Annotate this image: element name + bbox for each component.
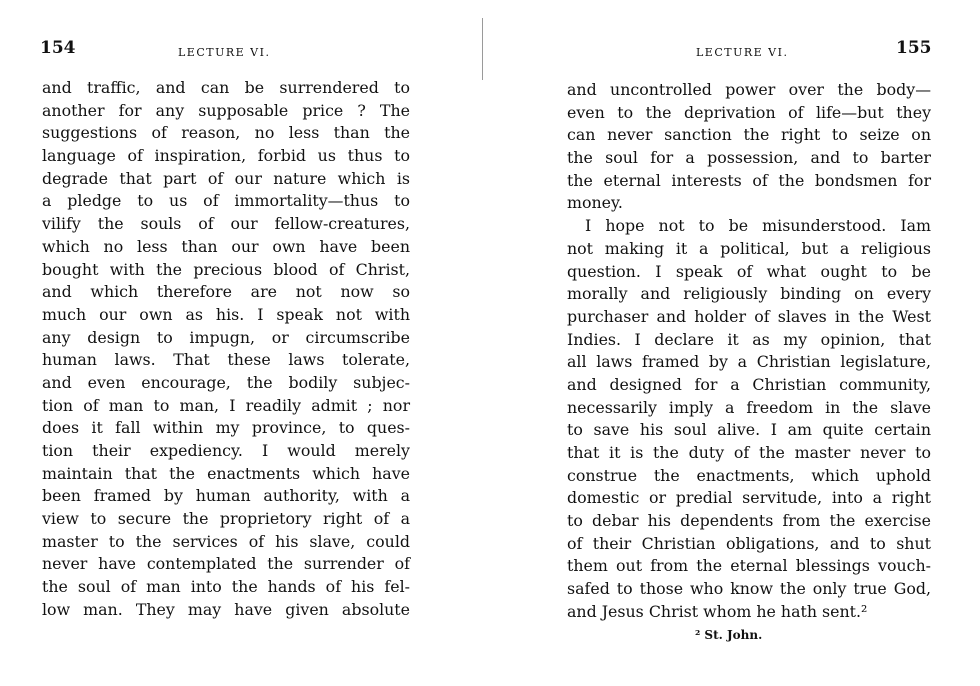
- text-line: a pledge to us of immortality—thus to: [42, 191, 410, 211]
- text-line: of their Christian obligations, and to shut: [567, 533, 931, 553]
- text-line: master to the services of his slave, could: [42, 531, 410, 551]
- text-line: the soul of man into the hands of his fel-: [42, 577, 410, 597]
- text-line: human laws. That these laws tolerate,: [42, 350, 410, 370]
- text-line: and uncontrolled power over the body—: [567, 80, 931, 99]
- text-line: tion of man to man, I readily admit ; nor: [42, 395, 410, 415]
- text-line: to save his soul alive. I am quite certain: [567, 420, 931, 440]
- text-line: been framed by human authority, with a: [42, 486, 410, 506]
- footnote: ² St. John.: [695, 628, 763, 642]
- text-line: all laws framed by a Christian legislature,: [567, 352, 931, 372]
- text-line: any design to impugn, or circumscribe: [42, 327, 410, 347]
- text-line: much our own as his. I speak not with: [42, 304, 410, 324]
- text-line: tion their expediency. I would merely: [42, 441, 410, 460]
- gutter-line: [482, 18, 483, 80]
- text-line: language of inspiration, forbid us thus to: [42, 146, 410, 166]
- right-page: [490, 0, 980, 686]
- text-line: does it fall within my province, to ques-: [42, 418, 410, 438]
- running-head-left: LECTURE VI.: [178, 46, 271, 59]
- text-line: to debar his dependents from the exercise: [567, 511, 931, 531]
- text-line: the eternal interests of the bondsmen for: [567, 170, 931, 190]
- text-line: and Jesus Christ whom he hath sent.²: [567, 601, 868, 621]
- text-line: vilify the souls of our fellow-creatures,: [42, 214, 410, 234]
- text-line: and even encourage, the bodily subjec-: [42, 372, 410, 392]
- text-line: can never sanction the right to seize on: [567, 125, 931, 145]
- text-line: and designed for a Christian community,: [567, 374, 931, 394]
- text-line: never have contemplated the surrender of: [42, 554, 410, 574]
- text-line: degrade that part of our nature which is: [42, 168, 410, 188]
- text-line: maintain that the enactments which have: [42, 463, 410, 483]
- left-body-text: [42, 77, 410, 622]
- text-line: bought with the precious blood of Christ,: [42, 259, 410, 279]
- text-line: which no less than our own have been: [42, 236, 410, 256]
- left-page: [0, 0, 470, 686]
- text-line: the soul for a possession, and to barter: [567, 148, 931, 168]
- text-line: that it is the duty of the master never to: [567, 443, 931, 462]
- text-line: necessarily imply a freedom in the slave: [567, 397, 931, 417]
- running-head-right: LECTURE VI.: [696, 46, 789, 59]
- page-number-right: 155: [896, 38, 932, 58]
- text-line: Indies. I declare it as my opinion, that: [567, 329, 931, 349]
- text-line: not making it a political, but a religious: [567, 238, 931, 258]
- text-line: low man. They may have given absolute: [42, 599, 410, 619]
- text-line: another for any supposable price ? The: [42, 100, 410, 120]
- text-line: safed to those who know the only true God,: [567, 579, 931, 599]
- text-line: morally and religiously binding on every: [567, 284, 931, 304]
- text-line: purchaser and holder of slaves in the West: [567, 306, 931, 326]
- text-line: money.: [567, 193, 623, 213]
- text-line: suggestions of reason, no less than the: [42, 123, 410, 143]
- text-line: domestic or predial servitude, into a right: [567, 488, 931, 508]
- text-line: even to the deprivation of life—but they: [567, 102, 931, 122]
- text-line: I hope not to be misunderstood. Iam: [585, 216, 931, 236]
- text-line: and traffic, and can be surrendered to: [42, 78, 410, 97]
- text-line: and which therefore are not now so: [42, 282, 410, 302]
- text-line: them out from the eternal blessings vouch-: [567, 556, 931, 576]
- page-number-left: 154: [40, 38, 76, 58]
- right-body-text: [567, 79, 931, 624]
- text-line: question. I speak of what ought to be: [567, 261, 931, 281]
- text-line: construe the enactments, which uphold: [567, 465, 931, 485]
- text-line: view to secure the proprietory right of a: [42, 509, 410, 529]
